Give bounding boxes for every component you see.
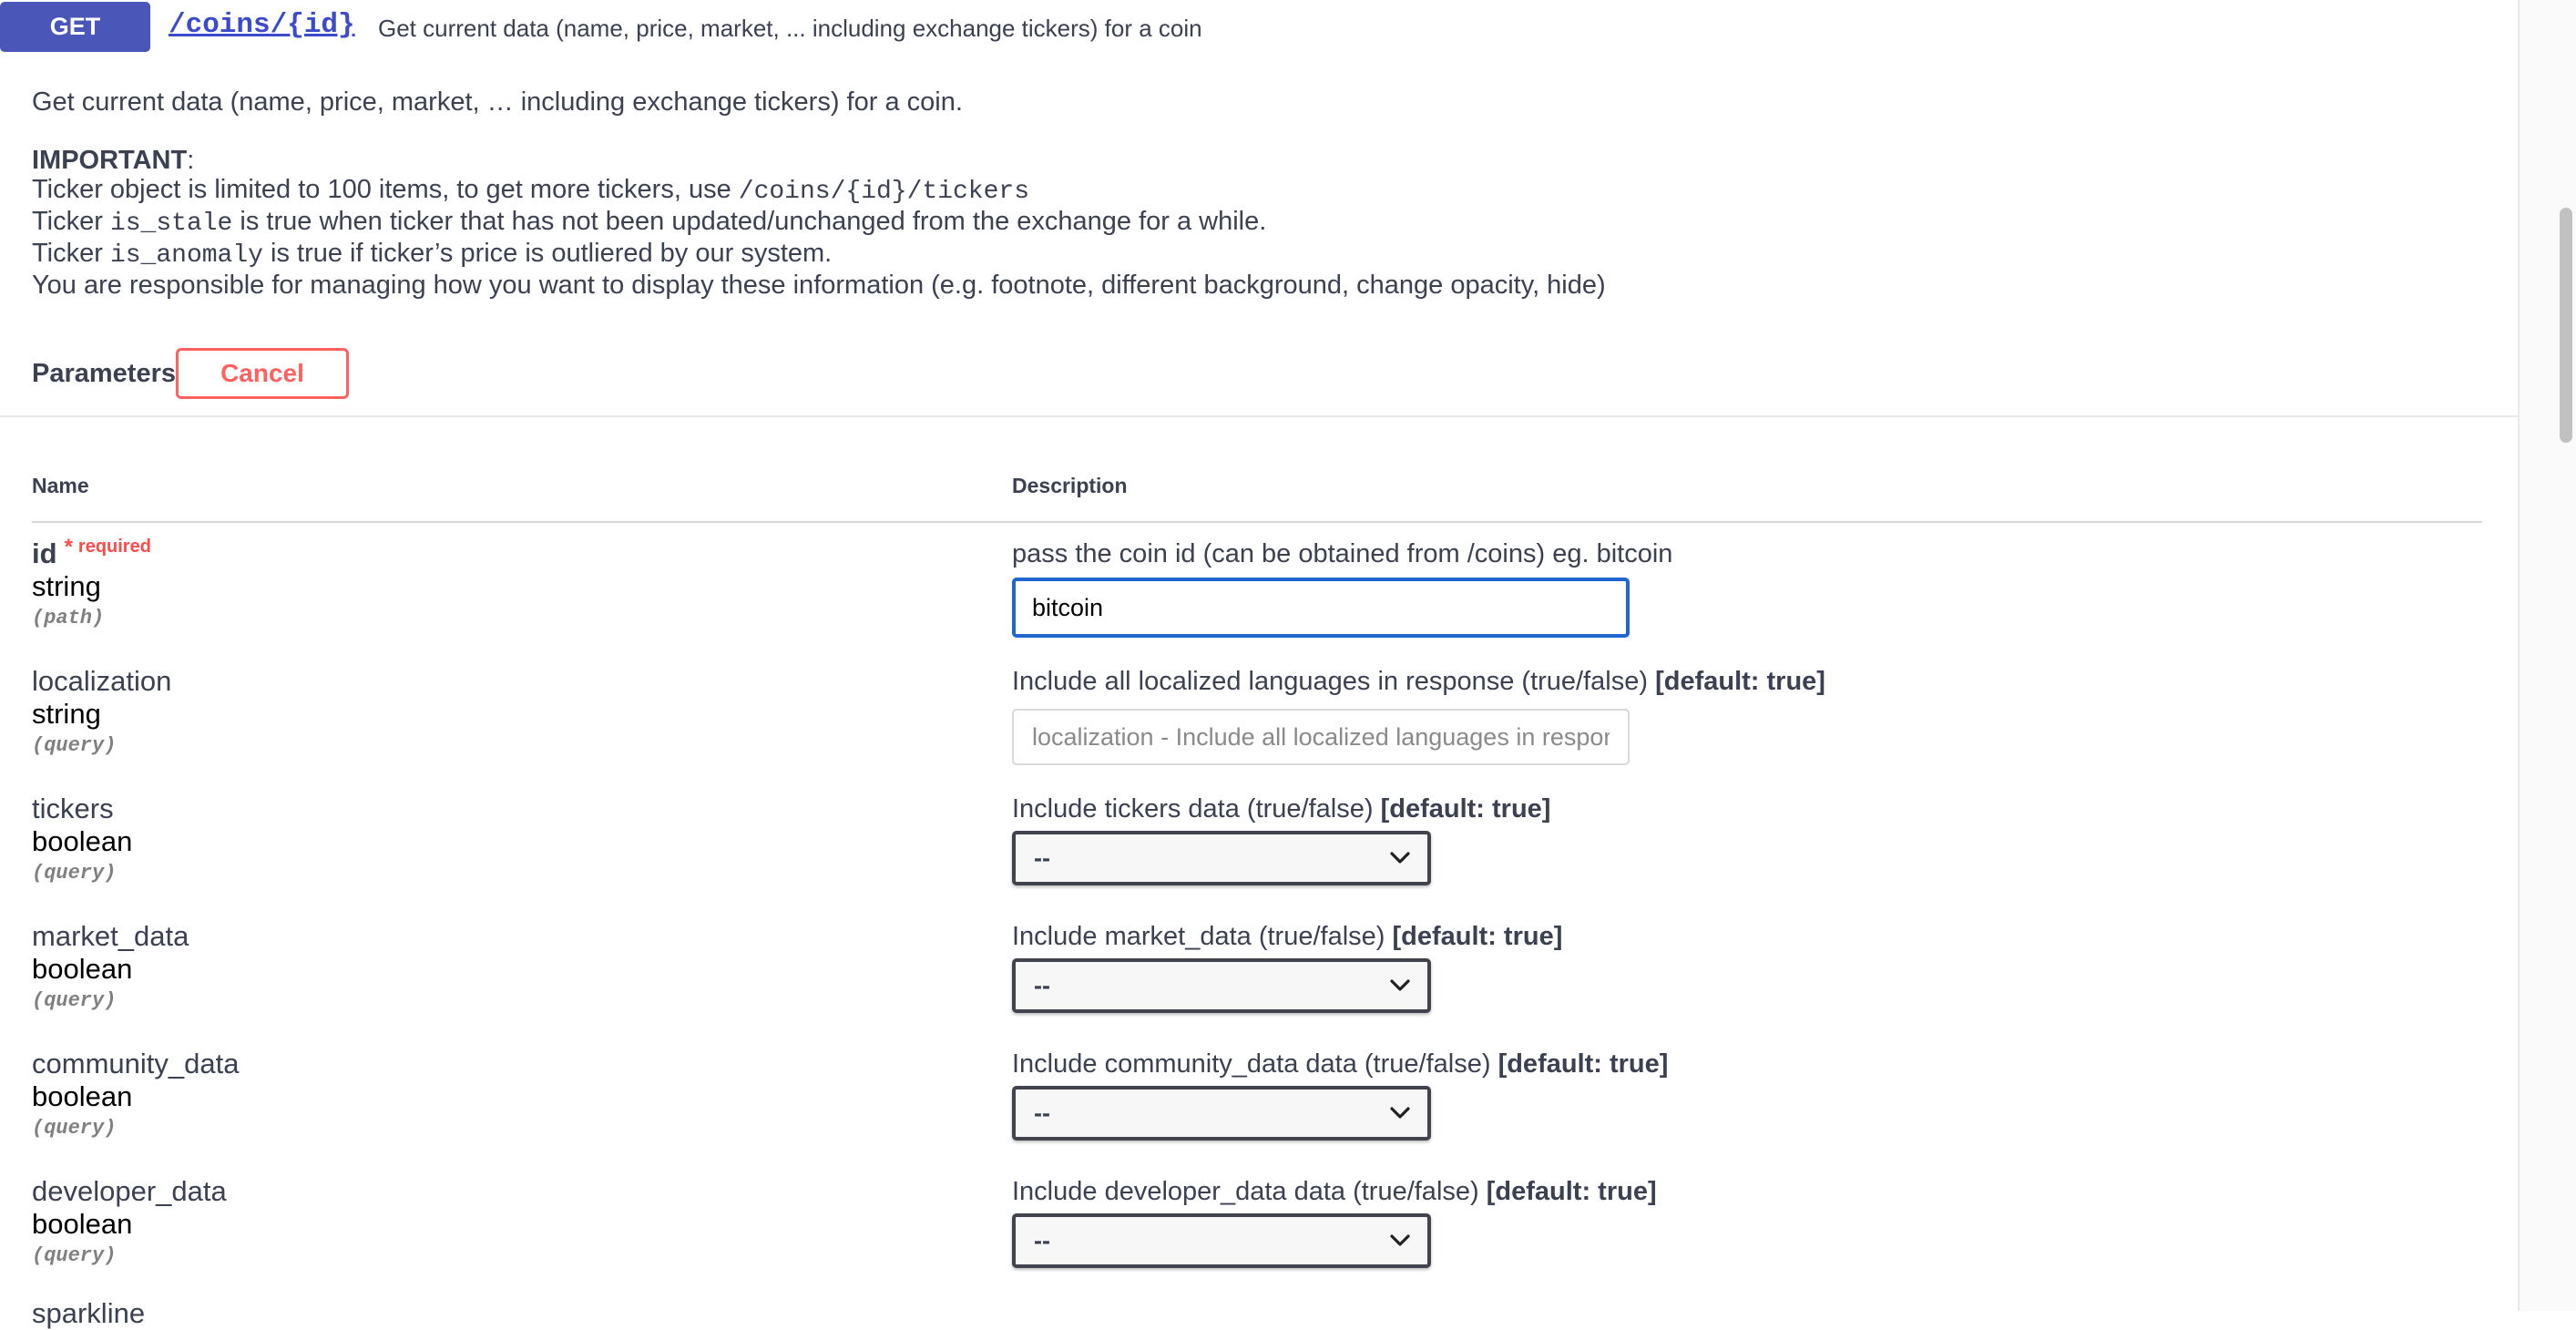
id-input[interactable]: [1012, 578, 1630, 638]
select-value: --: [1034, 844, 1050, 872]
param-description-text: Include all localized languages in response (true/false): [1012, 667, 1656, 696]
table-header-divider: [32, 521, 2482, 523]
scrollbar-track[interactable]: [2518, 0, 2576, 1311]
endpoint-summary: Get current data (name, price, market, ... including exchange tickers) for a coin: [378, 15, 1202, 42]
line1-code: /coins/{id}/tickers: [738, 178, 1030, 206]
select-value: --: [1034, 1099, 1050, 1127]
localization-input[interactable]: [1012, 709, 1630, 765]
param-type: string: [32, 698, 101, 730]
community-data-select[interactable]: [1012, 1086, 1431, 1141]
line1-text: Ticker object is limited to 100 items, to get more tickers, use: [32, 175, 739, 204]
line3-code: is_anomaly: [109, 241, 263, 270]
param-type: boolean: [32, 825, 133, 857]
developer-data-select[interactable]: [1012, 1213, 1431, 1268]
param-default: [default: true]: [1486, 1177, 1657, 1206]
required-label: required: [77, 537, 151, 557]
scrollbar-thumb[interactable]: [2560, 208, 2572, 443]
description-line-4: You are responsible for managing how you want to display these information (e.g. footnote, different background, change opacity, hide): [32, 271, 1606, 300]
param-name: tickers: [32, 793, 114, 824]
cancel-button[interactable]: Cancel: [176, 348, 349, 399]
line2-suffix: is true when ticker that has not been updated/unchanged from the exchange for a while.: [232, 207, 1267, 236]
line2-code: is_stale: [109, 210, 233, 238]
param-default: [default: true]: [1655, 667, 1825, 696]
param-location: (query): [32, 862, 117, 885]
param-description-text: Include market_data (true/false): [1012, 922, 1393, 951]
parameter-row-id: [0, 537, 2518, 665]
param-location: (path): [32, 607, 105, 629]
description-line-2: [32, 207, 1606, 239]
param-name-cut: sparkline: [32, 1297, 146, 1329]
section-divider: [0, 415, 2518, 417]
param-name: localization: [32, 665, 172, 697]
param-description: [1012, 539, 1672, 569]
param-description-text: Include tickers data (true/false): [1012, 794, 1381, 824]
method-badge[interactable]: GET: [0, 2, 150, 52]
param-name: developer_data: [32, 1175, 227, 1207]
column-header-description: Description: [1012, 474, 1128, 497]
chevron-down-icon: [1391, 1232, 1409, 1250]
opblock-summary[interactable]: [0, 0, 2518, 56]
parameter-row-tickers: [0, 793, 2518, 920]
param-description-text: pass the coin id (can be obtained from /coins) eg. bitcoin: [1012, 539, 1673, 568]
param-default: [default: true]: [1498, 1049, 1669, 1079]
column-header-name: Name: [32, 474, 89, 497]
param-description-text: Include community_data data (true/false): [1012, 1049, 1498, 1079]
chevron-down-icon: [1391, 1104, 1409, 1122]
parameters-title: Parameters: [32, 358, 176, 388]
select-value: --: [1034, 1226, 1050, 1254]
parameter-row-market-data: [0, 920, 2518, 1048]
param-name: market_data: [32, 920, 189, 952]
endpoint-path-link[interactable]: /coins/{id}: [169, 9, 355, 41]
parameters-header: [32, 346, 349, 401]
param-location: (query): [32, 1117, 117, 1140]
param-type: string: [32, 570, 101, 602]
market-data-select[interactable]: [1012, 958, 1431, 1013]
param-location: (query): [32, 989, 117, 1012]
param-type: boolean: [32, 1080, 133, 1112]
parameter-row-localization: [0, 665, 2518, 793]
param-name: [32, 537, 151, 570]
param-location: (query): [32, 734, 117, 757]
parameter-row-developer-data: [0, 1175, 2518, 1303]
param-type: boolean: [32, 953, 133, 985]
important-heading: [32, 146, 1606, 175]
chevron-down-icon: [1391, 977, 1409, 995]
param-description: [1012, 922, 1562, 952]
important-colon: :: [187, 146, 195, 175]
description-line-3: [32, 239, 1606, 271]
line2-prefix: Ticker: [32, 207, 110, 236]
param-default: [default: true]: [1392, 922, 1563, 951]
parameter-row-community-data: [0, 1048, 2518, 1175]
param-default: [default: true]: [1380, 794, 1551, 824]
param-location: (query): [32, 1244, 117, 1267]
select-value: --: [1034, 971, 1050, 999]
param-name-text: id: [32, 537, 57, 569]
tickers-select[interactable]: [1012, 831, 1431, 885]
description-lead: Get current data (name, price, market, … including exchange tickers) for a coin.: [32, 87, 963, 117]
required-star: *: [64, 535, 73, 559]
param-type: boolean: [32, 1208, 133, 1240]
param-description-text: Include developer_data data (true/false): [1012, 1177, 1487, 1206]
param-description: [1012, 794, 1550, 824]
important-label: IMPORTANT: [32, 146, 188, 175]
line3-suffix: is true if ticker’s price is outliered by our system.: [262, 239, 833, 268]
param-description: [1012, 667, 1825, 697]
param-name: community_data: [32, 1048, 240, 1079]
endpoint-description: [32, 87, 1606, 300]
param-description: [1012, 1049, 1668, 1079]
chevron-down-icon: [1391, 849, 1409, 867]
line3-prefix: Ticker: [32, 239, 110, 268]
param-description: [1012, 1177, 1657, 1207]
description-line-1: [32, 175, 1606, 207]
